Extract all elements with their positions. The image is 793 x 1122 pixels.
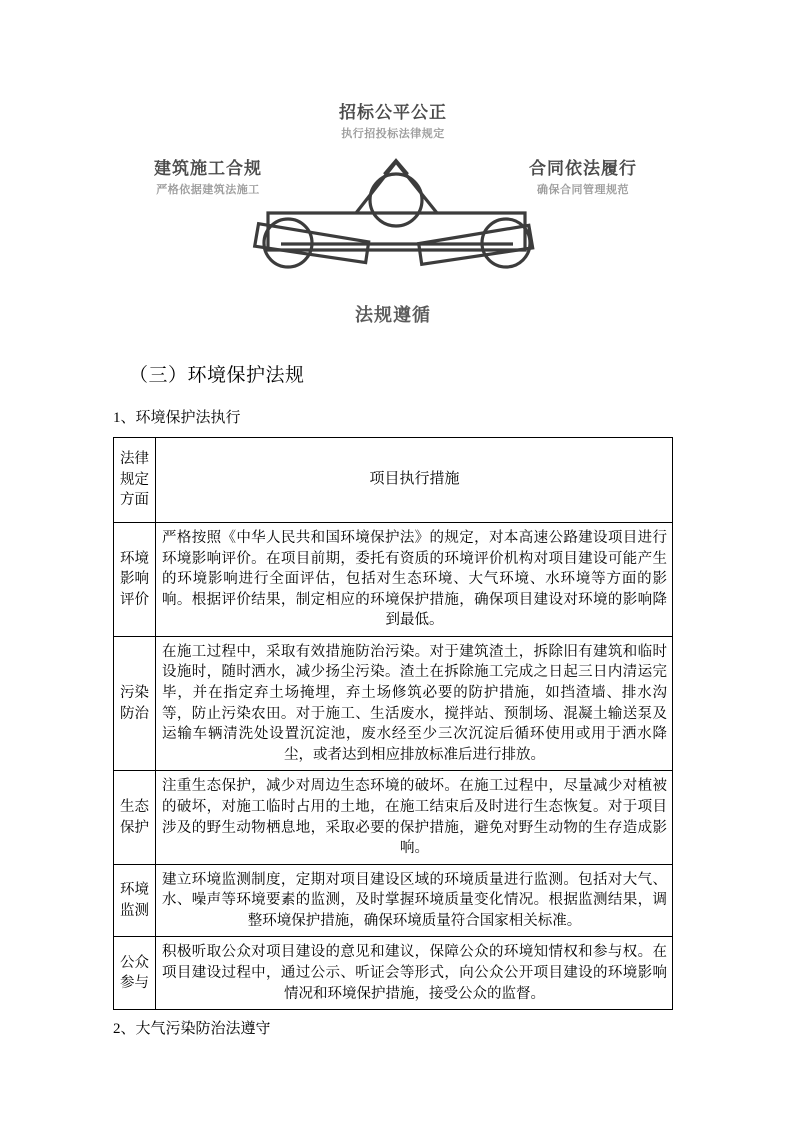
legal-compliance-balance-diagram bbox=[113, 88, 680, 346]
figure-label-top-subtitle: 执行招投标法律规定 bbox=[341, 128, 445, 140]
table-row bbox=[114, 636, 673, 770]
table-cell-aspect: 污染防治 bbox=[114, 636, 156, 770]
table-cell-aspect: 环境影响评价 bbox=[114, 523, 156, 637]
table-row bbox=[114, 937, 673, 1010]
table-cell-measure: 严格按照《中华人民共和国环境保护法》的规定，对本高速公路建设项目进行环境影响评价。在项目前期，委托有资质的环境评价机构对项目建设可能产生的环境影响进行全面评估，包括对生态环境、大气环境、水环境等方面的影响。根据评价结果，制定相应的环境保护措施，确保项目建设对环境的影响降到最低。 bbox=[156, 523, 673, 637]
table-cell-measure: 建立环境监测制度，定期对项目建设区域的环境质量进行监测。包括对大气、水、噪声等环境要素的监测，及时掌握环境质量变化情况。根据监测结果，调整环境保护措施，确保环境质量符合国家相关标准。 bbox=[156, 864, 673, 937]
table-cell-measure: 注重生态保护，减少对周边生态环境的破坏。在施工过程中，尽量减少对植被的破坏，对施工临时占用的土地，在施工结束后及时进行生态恢复。对于项目涉及的野生动物栖息地，采取必要的保护措施，避免对野生动物的生存造成影响。 bbox=[156, 771, 673, 864]
table-header-measure: 项目执行措施 bbox=[156, 438, 673, 523]
table-cell-measure: 在施工过程中，采取有效措施防治污染。对于建筑渣土，拆除旧有建筑和临时设施时，随时洒水，减少扬尘污染。渣土在拆除施工完成之日起三日内清运完毕，并在指定弃土场掩埋，弃土场修筑必要的防护措施，如挡渣墙、排水沟等，防止污染农田。对于施工、生活废水，搅拌站、预制场、混凝土输送泵及运输车辆清洗处设置沉淀池，废水经至少三次沉淀后循环使用或用于洒水降尘，或者达到相应排放标准后进行排放。 bbox=[156, 636, 673, 770]
figure-label-left-title: 建筑施工合规 bbox=[154, 159, 262, 178]
table-header-row bbox=[114, 438, 673, 523]
trailing-heading: 2、大气污染防治法遵守 bbox=[113, 1021, 271, 1038]
center-pivot-circle bbox=[370, 174, 422, 226]
table-body bbox=[114, 438, 673, 1010]
figure-label-right-title: 合同依法履行 bbox=[529, 159, 637, 178]
table-row bbox=[114, 864, 673, 937]
top-triangle bbox=[356, 162, 437, 213]
figure-label-bottom-title: 法规遵循 bbox=[355, 305, 431, 325]
table-header-aspect: 法律规定方面 bbox=[114, 438, 156, 523]
table-cell-aspect: 生态保护 bbox=[114, 771, 156, 864]
table-row bbox=[114, 771, 673, 864]
section-heading: （三）环境保护法规 bbox=[129, 365, 305, 386]
table-row bbox=[114, 523, 673, 637]
figure-label-left-subtitle: 严格依据建筑法施工 bbox=[156, 184, 260, 196]
environmental-law-table bbox=[113, 437, 673, 1010]
figure-label-right-subtitle: 确保合同管理规范 bbox=[537, 184, 629, 196]
figure-label-top-title: 招标公平公正 bbox=[339, 103, 447, 122]
sub-heading: 1、环境保护法执行 bbox=[113, 409, 241, 426]
table-cell-aspect: 公众参与 bbox=[114, 937, 156, 1010]
table-cell-measure: 积极听取公众对项目建设的意见和建议，保障公众的环境知情权和参与权。在项目建设过程中，通过公示、听证会等形式，向公众公开项目建设的环境影响情况和环境保护措施，接受公众的监督。 bbox=[156, 937, 673, 1010]
table-cell-aspect: 环境监测 bbox=[114, 864, 156, 937]
